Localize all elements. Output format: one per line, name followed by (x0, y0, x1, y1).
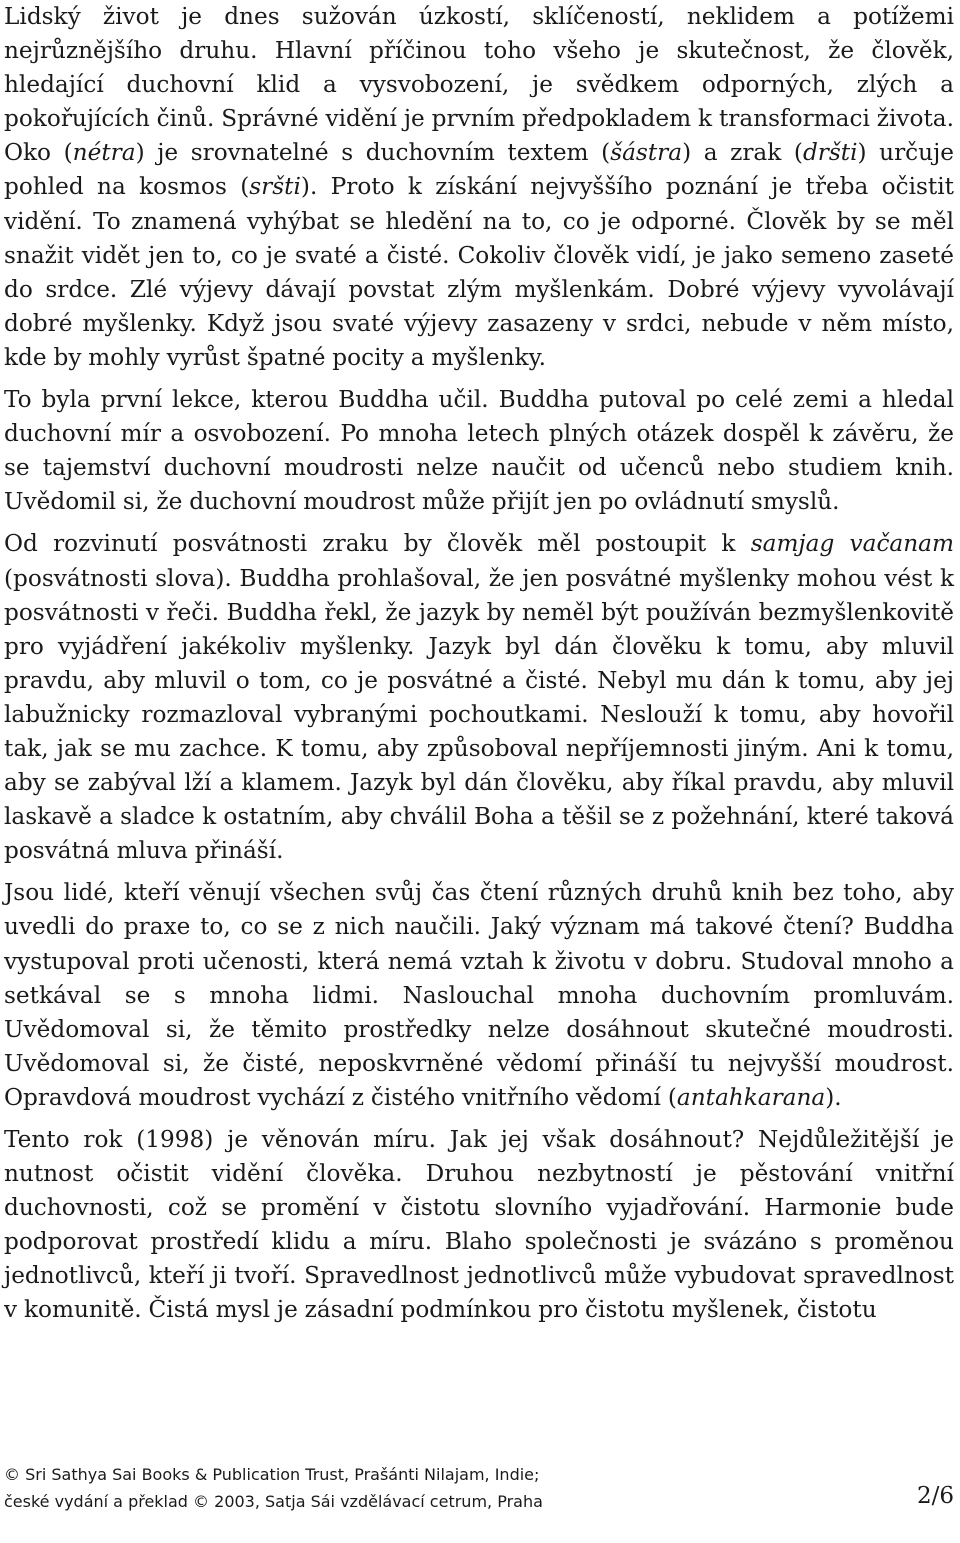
text-run: ). Proto k získání nejvyššího poznání je třeba očistit vidění. To znamená vyhýbat se hledění na to, co je odporné. Člověk by se měl snažit vidět jen to, co je svaté a čisté. Cokoliv člověk vidí, je jako semeno zaseté do srdce. Zlé výjevy dávají povstat zlým myšlenkám. Dobré výjevy vyvolávají dobré myšlenky. Když jsou svaté výjevy zasazeny v srdci, nebude v něm místo, kde by mohly vyrůst špatné pocity a myšlenky. (4, 173, 954, 371)
text-run: Lidský život je dnes sužován úzkostí, sklíčeností, neklidem a potížemi nejrůznějšího druhu. Hlavní příčinou toho všeho je skutečnost, že člověk, hledající duchovní klid a vysvobození, je svědkem odporných, zlých a pokořujících činů. Správné vidění je prvním předpokladem k transformaci života. Oko ( (4, 3, 954, 167)
italic-term: šástra (610, 139, 683, 167)
italic-term: nétra (72, 139, 136, 167)
italic-term: samjag vačanam (750, 530, 954, 558)
italic-term: antahkarana (676, 1083, 826, 1111)
text-run: ) je srovnatelné s duchovním textem ( (135, 139, 611, 167)
text-run: (posvátnosti slova). Buddha prohlašoval, že jen posvátné myšlenky mohou vést k posvátnosti v řeči. Buddha řekl, že jazyk by neměl být používán bezmyšlenkovitě pro vyjádření jakékoliv myšlenky. Jazyk byl dán člověku k tomu, aby mluvil pravdu, aby mluvil o tom, co je posvátné a čisté. Nebyl mu dán k tomu, aby jej labužnicky rozmazloval vybranými pochoutkami. Neslouží k tomu, aby hovořil tak, jak se mu zachce. K tomu, aby způsoboval nepříjemnosti jiným. Ani k tomu, aby se zabýval lží a klamem. Jazyk byl dán člověku, aby říkal pravdu, aby mluvil laskavě a sladce k ostatním, aby chválil Boha a těšil se z požehnání, které taková posvátná mluva přináší. (4, 564, 954, 865)
footer-publisher-line: © Sri Sathya Sai Books & Publication Trust, Prašánti Nilajam, Indie; (4, 1465, 540, 1484)
paragraph (4, 0, 954, 375)
document-body (4, 0, 954, 1336)
text-run: Jsou lidé, kteří věnují všechen svůj čas čtení různých druhů knih bez toho, aby uvedli do praxe to, co se z nich naučili. Jaký význam má takové čtení? Buddha vystupoval proti učenosti, která nemá vztah k životu v dobru. Studoval mnoho a setkával se s mnoha lidmi. Naslouchal mnoha duchovním promluvám. Uvědomoval si, že těmito prostředky nelze dosáhnout skutečné moudrosti. Uvědomoval si, že čisté, neposkvrněné vědomí přináší tu nejvyšší moudrost. Opravdová moudrost vychází z čistého vnitřního vědomí ( (4, 879, 954, 1111)
text-run: ) a zrak ( (682, 139, 803, 167)
text-run: To byla první lekce, kterou Buddha učil. Buddha putoval po celé zemi a hledal duchovní mír a osvobození. Po mnoha letech plných otázek dospěl k závěru, že se tajemství duchovní moudrosti nelze naučit od učenců nebo studiem knih. Uvědomil si, že duchovní moudrost může přijít jen po ovládnutí smyslů. (4, 386, 954, 516)
footer-edition-line: české vydání a překlad © 2003, Satja Sái vzdělávací cetrum, Praha (4, 1492, 543, 1511)
paragraph (4, 527, 954, 868)
text-run: Od rozvinutí posvátnosti zraku by člověk měl postoupit k (4, 530, 751, 558)
paragraph (4, 876, 954, 1115)
paragraph (4, 1123, 954, 1328)
text-run: Tento rok (1998) je věnován míru. Jak jej však dosáhnout? Nejdůležitější je nutnost očistit vidění člověka. Druhou nezbytností je pěstování vnitřní duchovnosti, což se promění v čistotu slovního vyjadřování. Harmonie bude podporovat prostředí klidu a míru. Blaho společnosti je svázáno s proměnou jednotlivců, kteří ji tvoří. Spravedlnost jednotlivců může vybudovat spravedlnost v komunitě. Čistá mysl je zásadní podmínkou pro čistotu myšlenek, čistotu (4, 1126, 954, 1324)
italic-term: sršti (249, 173, 301, 201)
paragraph (4, 383, 954, 519)
text-run: ). (825, 1083, 842, 1111)
page-footer (4, 1461, 954, 1531)
italic-term: dršti (802, 139, 858, 167)
page-number: 2/6 (916, 1483, 954, 1509)
text-run: ) určuje pohled na kosmos ( (4, 139, 955, 201)
footer-credits (4, 1461, 543, 1515)
